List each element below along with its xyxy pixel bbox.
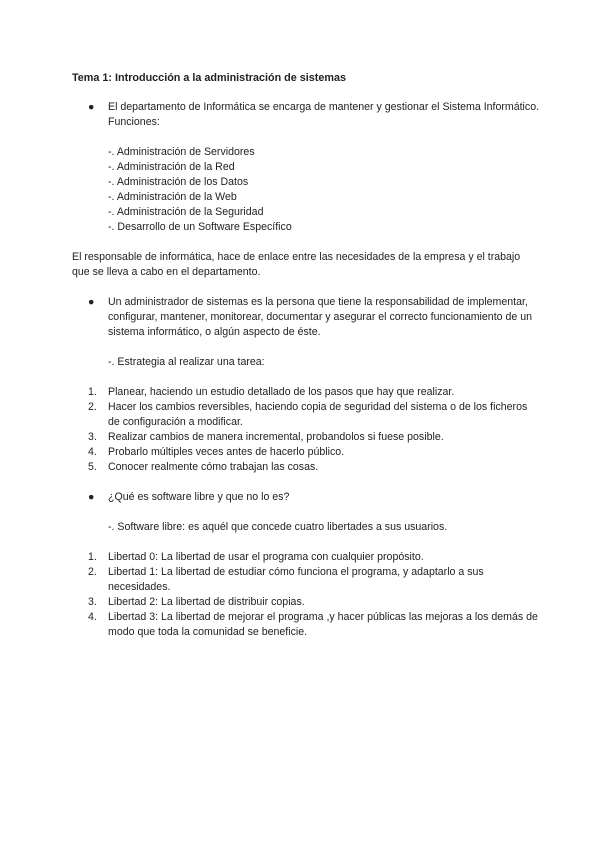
list-number: 2. bbox=[88, 401, 97, 413]
list-text: Planear, haciendo un estudio detallado de los pasos que hay que realizar. bbox=[108, 386, 455, 398]
function-item: -. Administración de la Seguridad bbox=[108, 206, 264, 218]
bullet-informatica-department bbox=[72, 100, 540, 130]
bullet-text: El departamento de Informática se encarga de mantener y gestionar el Sistema Informático. Funciones: bbox=[108, 101, 540, 128]
functions-list bbox=[72, 145, 540, 235]
list-number: 5. bbox=[88, 461, 97, 473]
document-title: Tema 1: Introducción a la administración de sistemas bbox=[72, 72, 347, 84]
list-text: Probarlo múltiples veces antes de hacerlo público. bbox=[108, 446, 345, 458]
bullet-icon: ● bbox=[88, 491, 95, 503]
list-item bbox=[72, 385, 540, 400]
function-item: -. Administración de la Web bbox=[108, 191, 237, 203]
bullet-icon: ● bbox=[88, 101, 95, 113]
function-item: -. Administración de la Red bbox=[108, 161, 235, 173]
bullet-sysadmin-definition bbox=[72, 295, 540, 340]
list-item bbox=[72, 610, 540, 640]
list-item bbox=[72, 595, 540, 610]
list-number: 1. bbox=[88, 551, 97, 563]
list-text: Hacer los cambios reversibles, haciendo copia de seguridad del sistema o de los ficheros de configuración a modificar. bbox=[108, 401, 528, 428]
list-text: Conocer realmente cómo trabajan las cosas. bbox=[108, 461, 319, 473]
list-item bbox=[72, 400, 540, 430]
function-item: -. Administración de Servidores bbox=[108, 146, 255, 158]
list-item bbox=[72, 550, 540, 565]
list-item bbox=[72, 460, 540, 475]
list-item bbox=[72, 565, 540, 595]
list-number: 4. bbox=[88, 611, 97, 623]
bullet-free-software-question bbox=[72, 490, 540, 505]
strategy-heading: -. Estrategia al realizar una tarea: bbox=[108, 356, 265, 368]
bullet-icon: ● bbox=[88, 296, 95, 308]
free-software-definition: -. Software libre: es aquél que concede cuatro libertades a sus usuarios. bbox=[108, 521, 448, 533]
strategy-steps-list bbox=[72, 385, 540, 475]
function-item: -. Desarrollo de un Software Específico bbox=[108, 221, 292, 233]
list-text: Libertad 3: La libertad de mejorar el programa ,y hacer públicas las mejoras a los demás de modo que toda la comunidad se beneficie. bbox=[108, 611, 538, 638]
list-text: Libertad 2: La libertad de distribuir copias. bbox=[108, 596, 305, 608]
list-text: Libertad 1: La libertad de estudiar cómo funciona el programa, y adaptarlo a sus necesidades. bbox=[108, 566, 484, 593]
list-number: 2. bbox=[88, 566, 97, 578]
freedoms-list bbox=[72, 550, 540, 640]
list-text: Realizar cambios de manera incremental, probandolos si fuese posible. bbox=[108, 431, 444, 443]
bullet-text: Un administrador de sistemas es la persona que tiene la responsabilidad de implementar, configurar, mantener, monitorear, documentar y asegurar el correcto funcionamiento de un sistema informático, o algún aspecto de éste. bbox=[108, 296, 532, 338]
list-number: 3. bbox=[88, 596, 97, 608]
responsible-paragraph: El responsable de informática, hace de enlace entre las necesidades de la empresa y el trabajo que se lleva a cabo en el departamento. bbox=[72, 251, 521, 278]
list-item bbox=[72, 430, 540, 445]
list-number: 1. bbox=[88, 386, 97, 398]
list-item bbox=[72, 445, 540, 460]
list-number: 4. bbox=[88, 446, 97, 458]
bullet-text: ¿Qué es software libre y que no lo es? bbox=[108, 491, 290, 503]
list-number: 3. bbox=[88, 431, 97, 443]
list-text: Libertad 0: La libertad de usar el programa con cualquier propósito. bbox=[108, 551, 424, 563]
function-item: -. Administración de los Datos bbox=[108, 176, 249, 188]
